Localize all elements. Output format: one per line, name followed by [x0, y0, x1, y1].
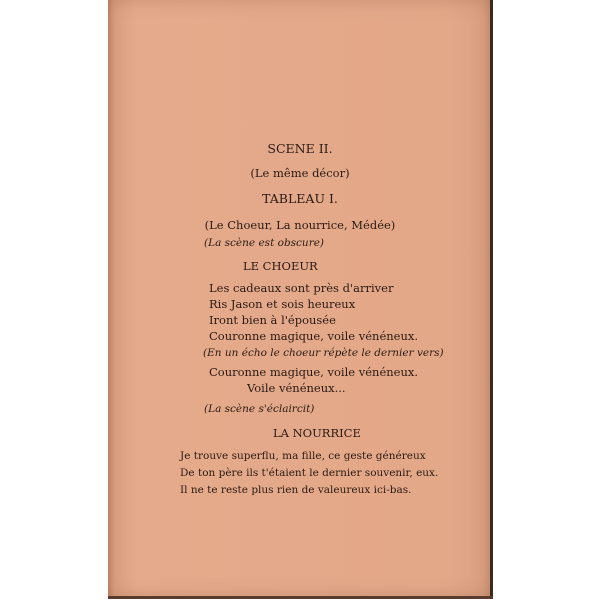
characters-list: (Le Choeur, La nourrice, Médée)	[204, 218, 396, 232]
stage-direction: (La scène s'éclaircit)	[204, 403, 315, 415]
tableau-heading: TABLEAU I.	[262, 191, 338, 206]
verse-line: Les cadeaux sont près d'arriver	[209, 281, 394, 295]
speaker-chorus: LE CHOEUR	[243, 259, 318, 273]
verse-line: Il ne te reste plus rien de valeureux ici-bas.	[180, 484, 412, 496]
scene-heading: SCENE II.	[267, 141, 333, 156]
stage-direction: (La scène est obscure)	[204, 237, 325, 249]
decor-note: (Le même décor)	[250, 166, 350, 180]
verse-line: Couronne magique, voile vénéneux.	[209, 365, 419, 379]
stage-direction: (En un écho le choeur répète le dernier vers)	[203, 347, 444, 359]
page-edge-bottom	[108, 596, 493, 599]
page-edge-right	[490, 0, 493, 598]
verse-line: Ris Jason et sois heureux	[209, 297, 356, 311]
verse-line: Iront bien à l'épousée	[209, 313, 336, 327]
verse-line: De ton père ils t'étaient le dernier souvenir, eux.	[180, 467, 439, 479]
verse-line: Je trouve superflu, ma fille, ce geste généreux	[180, 450, 426, 462]
verse-line: Couronne magique, voile vénéneux.	[209, 329, 419, 343]
verse-line: Voile vénéneux...	[247, 381, 346, 395]
speaker-nurse: LA NOURRICE	[273, 426, 361, 440]
